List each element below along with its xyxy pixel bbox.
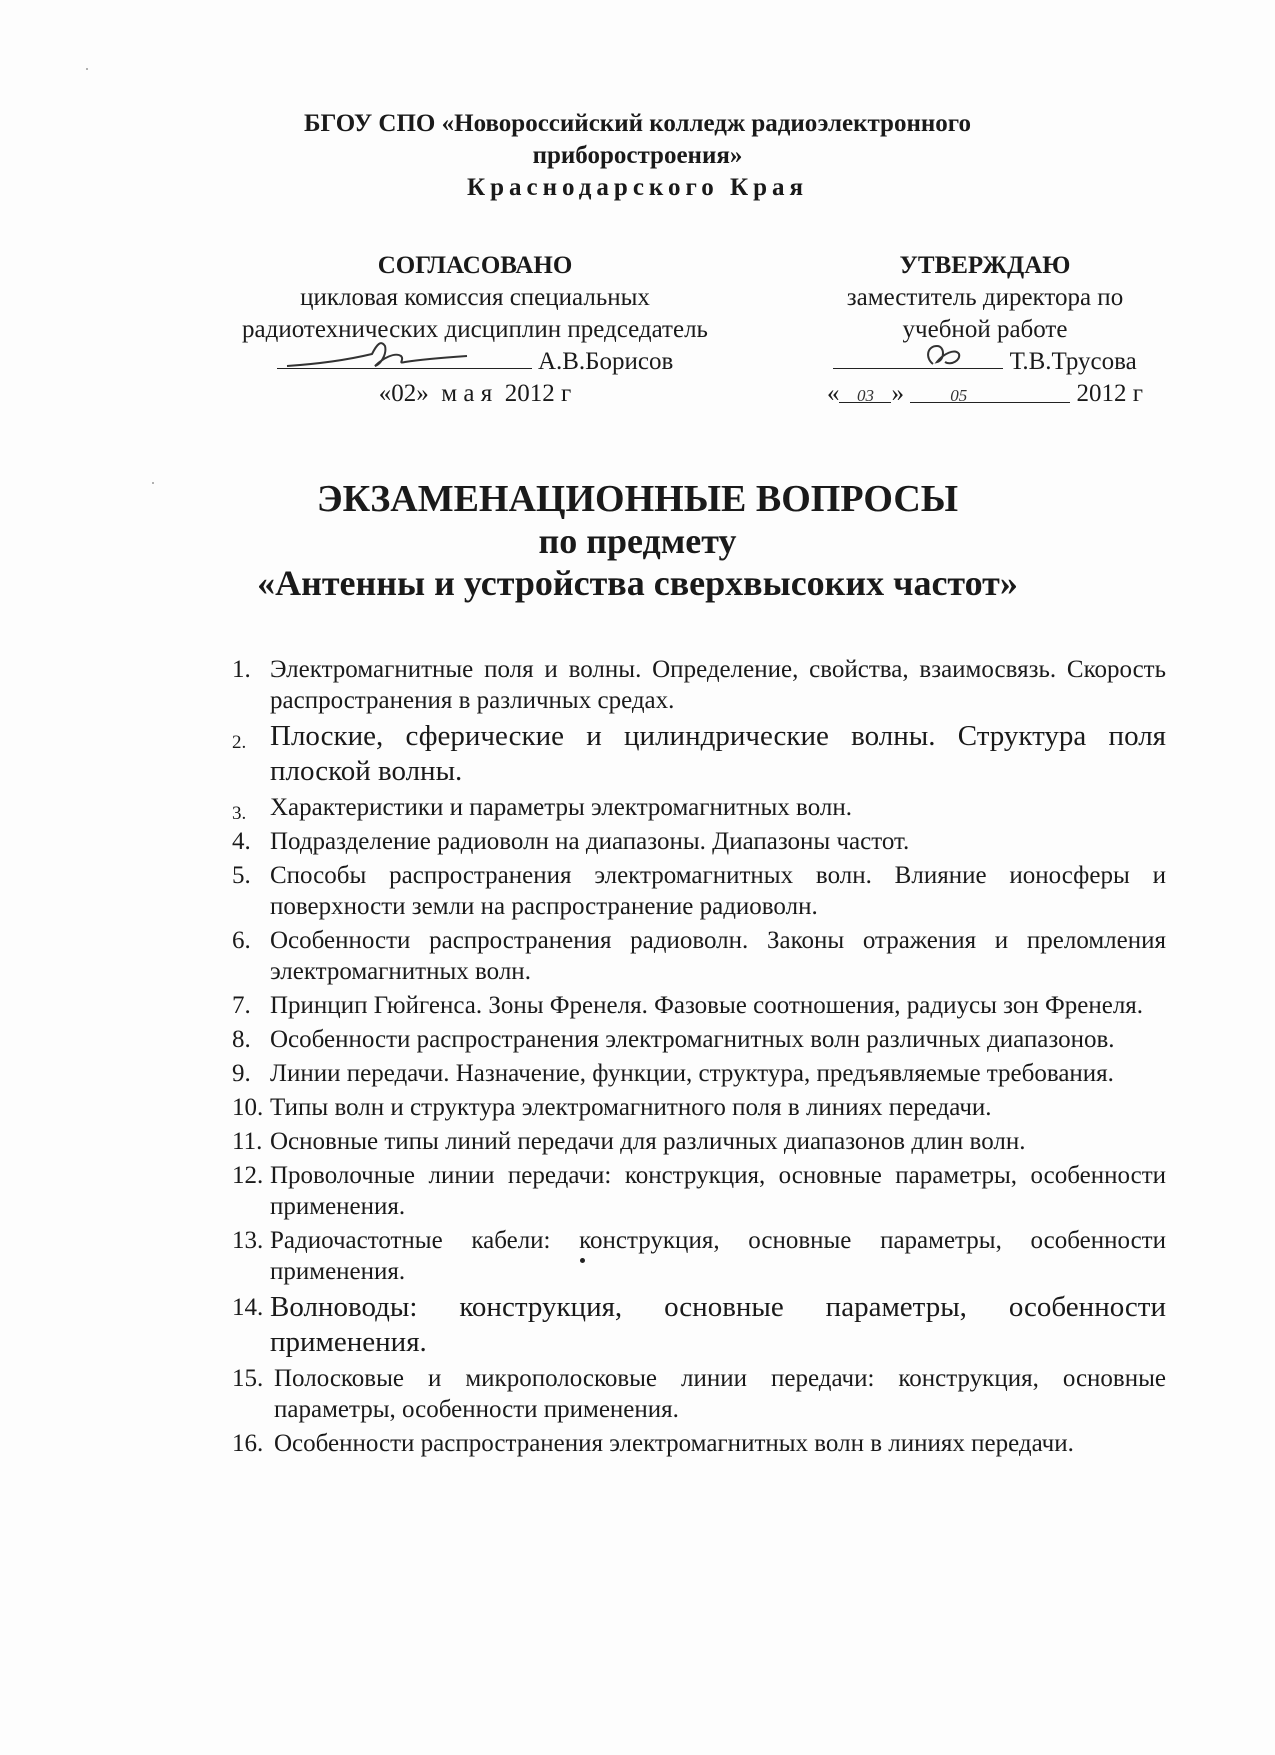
list-item [232,1092,1166,1123]
exam-questions-list [232,654,1166,1462]
question-text: Линии передачи. Назначение, функции, структура, предъявляемые требования. [270,1060,1114,1087]
list-item [232,1024,1166,1055]
approved-heading: УТВЕРЖДАЮ [899,252,1071,279]
list-item [232,1058,1166,1089]
list-item [232,654,1166,716]
list-item [232,925,1166,987]
list-item [232,1160,1166,1222]
question-text: Основные типы линий передачи для различных диапазонов длин волн. [270,1128,1026,1155]
title-line-2: по предмету [538,521,737,561]
signature-line [277,346,532,369]
agreed-line-1: цикловая комиссия специальных [300,284,650,311]
scan-speck [86,68,88,70]
question-text: Принцип Гюйгенса. Зоны Френеля. Фазовые соотношения, радиусы зон Френеля. [270,992,1144,1019]
question-text: Способы распространения электромагнитных волн. Влияние ионосферы и поверхности земли на распространение радиоволн. [270,862,1166,920]
question-text: Полосковые и микрополосковые линии передачи: конструкция, основные параметры, особенности применения. [274,1365,1166,1423]
agreed-line-2: радиотехнических дисциплин председатель [242,316,708,343]
question-text: Особенности распространения электромагнитных волн в линиях передачи. [274,1430,1074,1457]
agreed-heading: СОГЛАСОВАНО [377,252,573,279]
handwritten-signature-borisov [277,334,477,374]
title-line-3: «Антенны и устройства сверхвысоких частот» [257,563,1018,603]
list-item [232,1363,1166,1425]
institution-line-1: БГОУ СПО «Новороссийский колледж радиоэлектронного [303,110,972,137]
question-text: Подразделение радиоволн на диапазоны. Диапазоны частот. [270,828,910,855]
question-number: 3. [232,803,247,824]
agreed-signature-row [190,346,760,378]
list-item [232,1290,1166,1360]
question-number: 16. [232,1430,264,1457]
list-item [232,826,1166,857]
approved-name: Т.В.Трусова [1009,348,1137,375]
list-item [232,860,1166,922]
question-number: 5. [232,862,251,889]
question-number: 11. [232,1128,263,1155]
question-number: 2. [232,732,247,753]
question-number: 7. [232,992,251,1019]
question-number: 13. [232,1227,264,1254]
question-text: Особенности распространения электромагнитных волн различных диапазонов. [270,1026,1115,1053]
institution-line-2: приборостроения» [532,142,743,169]
list-item [232,719,1166,789]
list-item [232,990,1166,1021]
approved-line-1: заместитель директора по [846,284,1124,311]
title-line-1: ЭКЗАМЕНАЦИОННЫЕ ВОПРОСЫ [316,478,959,520]
agreed-date: «02» м а я 2012 г [378,380,572,407]
question-number: 12. [232,1162,264,1189]
approval-block-agreed [190,250,760,410]
question-text: Особенности распространения радиоволн. Законы отражения и преломления электромагнитных волн. [270,927,1166,985]
question-number: 15. [232,1365,264,1392]
institution-line-3: Краснодарского Края [466,174,809,201]
handwritten-signature-trusova [833,334,1003,374]
approved-signature-row [790,346,1180,378]
list-item [232,1126,1166,1157]
scan-speck [152,482,154,484]
question-text: Электромагнитные поля и волны. Определение, свойства, взаимосвязь. Скорость распространения в различных средах. [270,656,1166,714]
question-number: 8. [232,1026,251,1053]
question-text: Радиочастотные кабели: конструкция, основные параметры, особенности применения. [270,1227,1166,1285]
question-number: 6. [232,927,251,954]
question-text: Типы волн и структура электромагнитного поля в линиях передачи. [270,1094,992,1121]
question-number: 10. [232,1094,264,1121]
question-text: Плоские, сферические и цилиндрические волны. Структура поля плоской волны. [270,720,1166,787]
question-number: 14. [232,1294,264,1321]
approval-block-approved [790,250,1180,410]
approved-date: « 03 » 05 2012 г [826,380,1143,407]
institution-header [0,108,1275,204]
question-number: 1. [232,656,251,683]
handwritten-day: 03 [839,380,891,403]
list-item [232,792,1166,823]
ink-dot [580,1258,585,1263]
question-number: 4. [232,828,251,855]
question-number: 9. [232,1060,251,1087]
question-text: Характеристики и параметры электромагнитных волн. [270,794,852,821]
question-text: Волноводы: конструкция, основные параметры, особенности применения. [270,1291,1166,1358]
agreed-name: А.В.Борисов [537,348,674,375]
approved-line-2: учебной работе [902,316,1068,343]
question-text: Проволочные линии передачи: конструкция, основные параметры, особенности применения. [270,1162,1166,1220]
document-title [0,478,1275,604]
signature-line [833,346,1003,369]
list-item [232,1428,1166,1459]
handwritten-month: 05 [910,380,1070,403]
approved-year: 2012 г [1076,380,1143,407]
list-item [232,1225,1166,1287]
